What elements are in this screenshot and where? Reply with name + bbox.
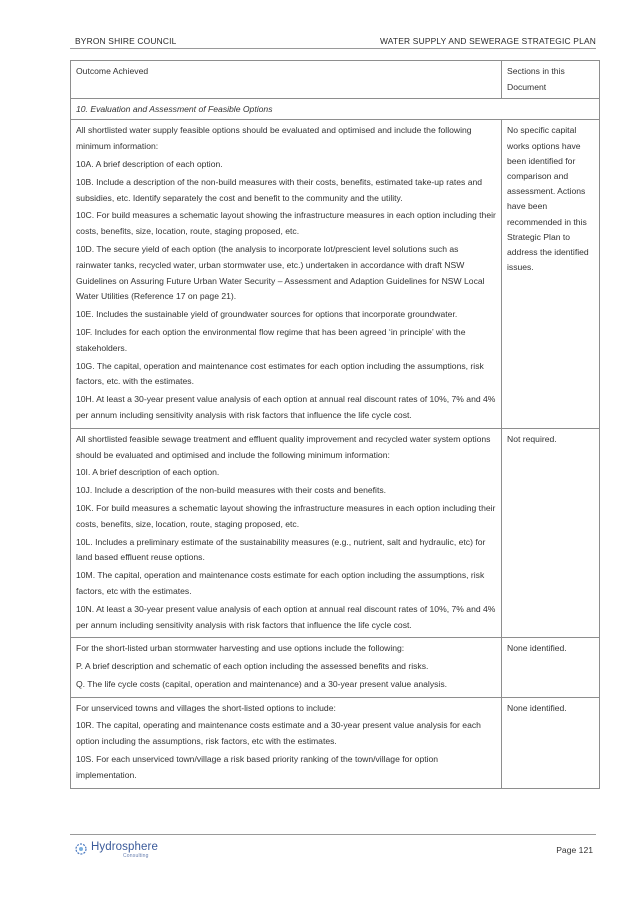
outcome-paragraph: All shortlisted water supply feasible options should be evaluated and optimised and include the following minimum information: bbox=[76, 125, 472, 152]
outcomes-table bbox=[70, 60, 600, 789]
outcome-cell bbox=[71, 428, 502, 638]
outcome-paragraph: 10F. Includes for each option the environmental flow regime that has been agreed ‘in principle’ with the stakeholders. bbox=[76, 326, 466, 353]
sections-cell bbox=[502, 638, 600, 697]
outcome-paragraph: 10K. For build measures a schematic layout showing the infrastructure measures in each option including their costs, benefits, size, location, route, staging proposed, etc. bbox=[76, 502, 496, 529]
outcome-paragraph: 10L. Includes a preliminary estimate of the sustainability measures (e.g., nutrient, salt and hydraulic, etc) for land based effluent reuse options. bbox=[76, 536, 486, 563]
header-organisation: BYRON SHIRE COUNCIL bbox=[75, 36, 177, 46]
outcome-paragraph: 10D. The secure yield of each option (the analysis to incorporate lot/prescient level solutions such as rainwater tanks, recycled water, urban stormwater use, etc.) undertaken in accordance with draft NSW Guidelines on Assuring Future Urban Water Security – Assessment and Adaption Guidelines for NSW Local Water Utilities (Reference 17 on page 21). bbox=[76, 243, 485, 302]
column-header-sections: Sections in this Document bbox=[502, 61, 600, 99]
outcome-paragraph: 10H. At least a 30-year present value analysis of each option at annual real discount rates of 10%, 7% and 4% per annum including sensitivity analysis with risk factors that influence the life cycle cost. bbox=[76, 394, 496, 420]
footer-divider bbox=[70, 834, 596, 835]
sections-cell bbox=[502, 428, 600, 638]
outcome-paragraph: 10C. For build measures a schematic layout showing the infrastructure measures in each option including their costs, benefits, size, location, route, staging proposed, etc. bbox=[76, 210, 496, 237]
outcome-paragraph: For the short-listed urban stormwater harvesting and use options include the following: bbox=[76, 643, 405, 654]
outcome-paragraph: Q. The life cycle costs (capital, operation and maintenance) and a 30-year present value analysis. bbox=[76, 678, 448, 689]
table-row bbox=[71, 120, 600, 428]
table-row bbox=[71, 428, 600, 638]
outcome-paragraph: All shortlisted feasible sewage treatment and effluent quality improvement and recycled water system options should be evaluated and optimised and include the following minimum information: bbox=[76, 433, 491, 460]
outcome-cell bbox=[71, 697, 502, 788]
sections-text: No specific capital works options have been identified for comparison and assessment. Actions have been recommended in this Strategic Plan to address the identified issues. bbox=[507, 125, 589, 273]
page-header bbox=[75, 36, 596, 48]
logo-subtitle: Consulting bbox=[123, 853, 149, 859]
outcome-paragraph: For unserviced towns and villages the short-listed options to include: bbox=[76, 702, 336, 713]
section-row bbox=[71, 98, 600, 120]
outcome-paragraph: 10S. For each unserviced town/village a risk based priority ranking of the town/village for option implementation. bbox=[76, 754, 439, 780]
column-header-outcome: Outcome Achieved bbox=[71, 61, 502, 99]
outcome-paragraph: 10G. The capital, operation and maintenance cost estimates for each option including the assumptions, risk factors, etc. with the estimates. bbox=[76, 360, 484, 387]
header-document-title: WATER SUPPLY AND SEWERAGE STRATEGIC PLAN bbox=[379, 36, 596, 46]
outcome-paragraph: 10J. Include a description of the non-build measures with their costs and benefits. bbox=[76, 485, 387, 496]
outcome-paragraph: 10M. The capital, operation and maintenance costs estimate for each option including the assumptions, risk factors, etc with the estimates. bbox=[76, 570, 485, 596]
company-logo bbox=[75, 841, 165, 863]
outcome-paragraph: 10R. The capital, operating and maintenance costs estimate and a 30-year present value analysis for each option including the assumptions, risk factors, etc with the estimates. bbox=[76, 720, 481, 747]
logo-name: Hydrosphere bbox=[91, 841, 158, 853]
outcome-paragraph: P. A brief description and schematic of each option including the assessed benefits and risks. bbox=[76, 661, 429, 672]
outcome-cell bbox=[71, 120, 502, 428]
outcome-paragraph: 10B. Include a description of the non-build measures with their costs, benefits, estimated take-up rates and subsidies, etc. Identify separately the cost and benefit to the community and the utility. bbox=[76, 176, 483, 203]
page-number: Page 121 bbox=[556, 845, 593, 855]
outcome-cell bbox=[71, 638, 502, 697]
outcome-paragraph: 10E. Includes the sustainable yield of groundwater sources for options that incorporate groundwater. bbox=[76, 309, 458, 320]
hydrosphere-logo-icon bbox=[75, 843, 87, 855]
table-header-row bbox=[71, 61, 600, 99]
outcome-paragraph: 10I. A brief description of each option. bbox=[76, 467, 220, 478]
sections-cell bbox=[502, 120, 600, 428]
sections-cell bbox=[502, 697, 600, 788]
outcome-paragraph: 10N. At least a 30-year present value analysis of each option at annual real discount rates of 10%, 7% and 4% per annum including sensitivity analysis with risk factors that influence the life cycle cost. bbox=[76, 603, 496, 630]
sections-text: Not required. bbox=[507, 433, 557, 444]
sections-text: None identified. bbox=[507, 643, 567, 654]
table-row bbox=[71, 638, 600, 697]
outcome-paragraph: 10A. A brief description of each option. bbox=[76, 158, 223, 169]
table-row bbox=[71, 697, 600, 788]
sections-text: None identified. bbox=[507, 702, 567, 713]
section-title: 10. Evaluation and Assessment of Feasible Options bbox=[71, 98, 600, 120]
header-divider bbox=[70, 48, 596, 49]
